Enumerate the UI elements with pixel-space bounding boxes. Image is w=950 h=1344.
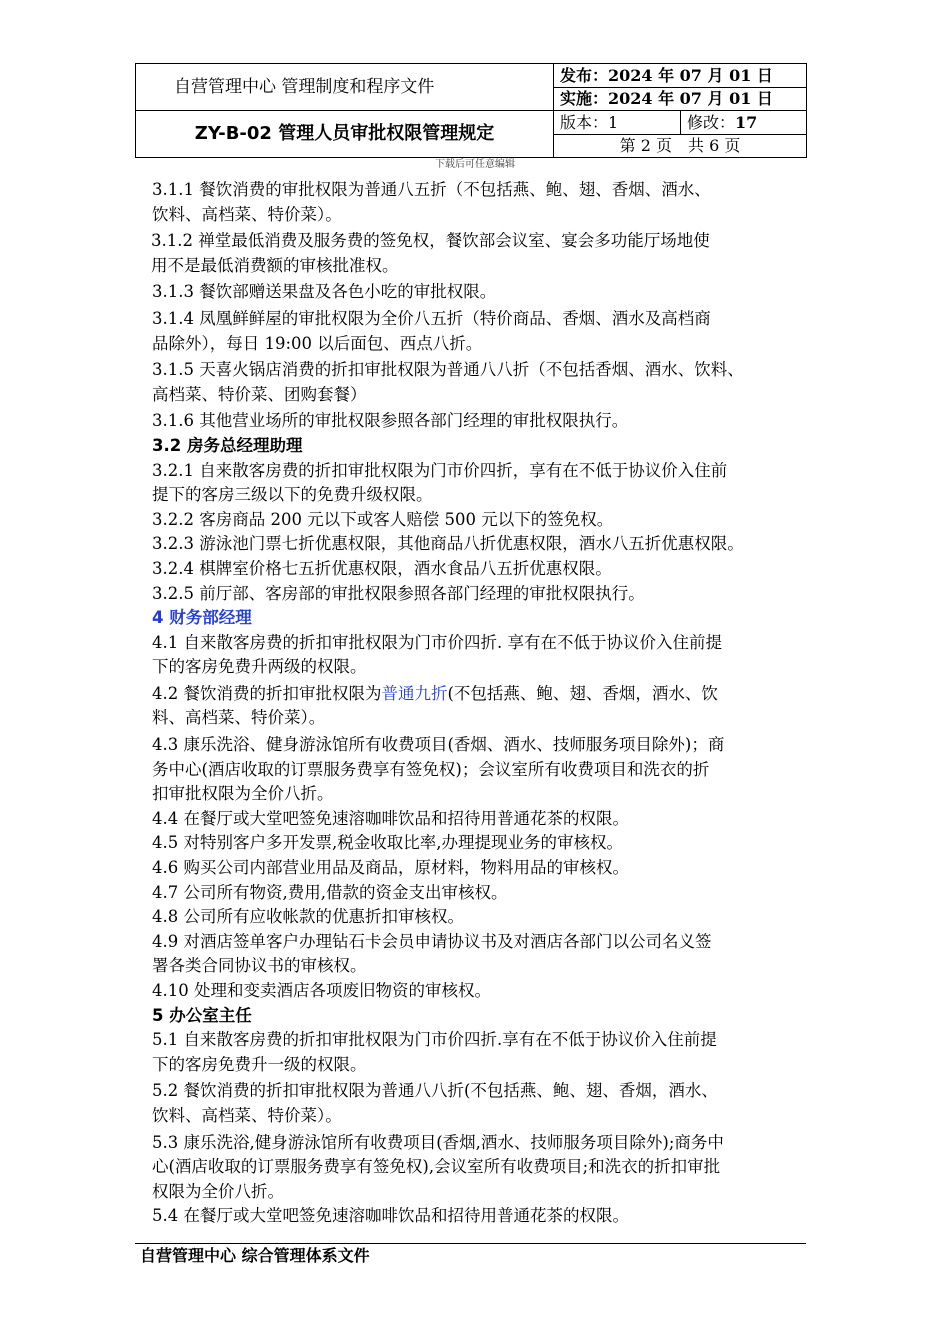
paragraph-text: 4.2 餐饮消费的折扣审批权限为 <box>152 683 382 703</box>
paragraph: 3.2.2 客房商品 200 元以下或客人赔偿 500 元以下的签免权。 <box>152 509 614 529</box>
paragraph: 3.1.5 天喜火锅店消费的折扣审批权限为普通八八折（不包括香烟、酒水、饮料、 <box>152 360 744 380</box>
paragraph: 4.5 对特别客户多开发票,税金收取比率,办理提现业务的审核权。 <box>152 833 623 853</box>
header-publish-date: 发布：2024 年 07 月 01 日 <box>554 64 807 88</box>
paragraph: 料、高档菜、特价菜）。 <box>152 708 326 728</box>
discount-link[interactable]: 普通九折 <box>381 683 448 703</box>
paragraph: 下的客房免费升一级的权限。 <box>152 1054 367 1074</box>
paragraph: 4.10 处理和变卖酒店各项废旧物资的审核权。 <box>152 981 491 1000</box>
paragraph: 权限为全价八折。 <box>152 1181 284 1201</box>
paragraph: 4.8 公司所有应收帐款的优惠折扣审核权。 <box>152 907 464 927</box>
document-header-table <box>135 63 807 158</box>
header-implement-date: 实施：2024 年 07 月 01 日 <box>554 88 807 111</box>
footer-divider <box>135 1243 806 1244</box>
paragraph: 提下的客房三级以下的免费升级权限。 <box>152 485 433 505</box>
paragraph: 扣审批权限为全价八折。 <box>152 784 334 804</box>
paragraph: 3.1.3 餐饮部赠送果盘及各色小吃的审批权限。 <box>152 282 497 302</box>
paragraph: 饮料、高档菜、特价菜）。 <box>152 204 342 224</box>
paragraph: 心(酒店收取的订票服务费享有签免权),会议室所有收费项目;和洗衣的折扣审批 <box>152 1157 721 1177</box>
paragraph: 4.9 对酒店签单客户办理钻石卡会员申请协议书及对酒店各部门以公司名义签 <box>152 931 712 951</box>
paragraph: 饮料、高档菜、特价菜）。 <box>152 1105 342 1125</box>
footer-text: 自营管理中心 综合管理体系文件 <box>140 1246 370 1265</box>
paragraph: 品除外），每日 19:00 以后面包、西点八折。 <box>152 333 483 353</box>
paragraph: 4.4 在餐厅或大堂吧签免速溶咖啡饮品和招待用普通花茶的权限。 <box>152 808 629 828</box>
paragraph-text: (不包括燕、鲍、翅、香烟，酒水、饮 <box>447 683 718 703</box>
section-heading: 4 财务部经理 <box>152 608 252 628</box>
paragraph: 署各类合同协议书的审核权。 <box>152 956 367 976</box>
section-heading: 3.2 房务总经理助理 <box>152 435 303 455</box>
paragraph: 3.1.1 餐饮消费的审批权限为普通八五折（不包括燕、鲍、翅、香烟、酒水、 <box>152 180 711 199</box>
header-revision-label: 修改： <box>687 112 736 132</box>
paragraph: 3.1.6 其他营业场所的审批权限参照各部门经理的审批权限执行。 <box>152 411 629 431</box>
paragraph: 用不是最低消费额的审核批准权。 <box>151 255 399 275</box>
header-page-number: 第 2 页 共 6 页 <box>554 135 807 158</box>
paragraph <box>152 682 817 707</box>
document-title: ZY-B-02 管理人员审批权限管理规定 <box>136 111 554 158</box>
paragraph: 5.3 康乐洗浴,健身游泳馆所有收费项目(香烟,酒水、技师服务项目除外);商务中 <box>152 1132 724 1152</box>
paragraph: 3.2.1 自来散客房费的折扣审批权限为门市价四折，享有在不低于协议价入住前 <box>152 460 728 480</box>
paragraph: 5.2 餐饮消费的折扣审批权限为普通八八折(不包括燕、鲍、翅、香烟，酒水、 <box>152 1081 718 1101</box>
download-note: 下载后可任意编辑 <box>435 159 515 170</box>
header-revision <box>681 111 807 135</box>
section-heading: 5 办公室主任 <box>152 1005 252 1025</box>
paragraph: 4.6 购买公司内部营业用品及商品，原材料，物料用品的审核权。 <box>152 858 629 878</box>
header-version: 版本：1 <box>554 111 681 135</box>
paragraph: 务中心(酒店收取的订票服务费享有签免权)；会议室所有收费项目和洗衣的折 <box>152 759 710 779</box>
paragraph: 3.2.5 前厅部、客房部的审批权限参照各部门经理的审批权限执行。 <box>152 583 645 603</box>
paragraph: 4.1 自来散客房费的折扣审批权限为门市价四折. 享有在不低于协议价入住前提 <box>152 632 722 652</box>
paragraph: 3.1.2 禅堂最低消费及服务费的签免权，餐饮部会议室、宴会多功能厅场地使 <box>151 231 710 251</box>
paragraph: 3.1.4 凤凰鲜鲜屋的审批权限为全价八五折（特价商品、香烟、酒水及高档商 <box>152 308 711 328</box>
paragraph: 5.4 在餐厅或大堂吧签免速溶咖啡饮品和招待用普通花茶的权限。 <box>152 1206 629 1226</box>
paragraph: 4.7 公司所有物资,费用,借款的资金支出审核权。 <box>152 882 508 902</box>
paragraph: 高档菜、特价菜、团购套餐） <box>152 384 367 404</box>
document-body <box>152 178 817 1229</box>
paragraph: 3.2.4 棋牌室价格七五折优惠权限，酒水食品八五折优惠权限。 <box>152 558 612 578</box>
paragraph: 下的客房免费升两级的权限。 <box>152 657 367 677</box>
header-org: 自营管理中心 管理制度和程序文件 <box>136 64 554 111</box>
paragraph: 4.3 康乐洗浴、健身游泳馆所有收费项目(香烟、酒水、技师服务项目除外)；商 <box>152 735 725 755</box>
paragraph: 5.1 自来散客房费的折扣审批权限为门市价四折.享有在不低于协议价入住前提 <box>152 1030 717 1050</box>
header-revision-value: 17 <box>735 112 758 132</box>
paragraph: 3.2.3 游泳池门票七折优惠权限，其他商品八折优惠权限，酒水八五折优惠权限。 <box>152 534 744 554</box>
